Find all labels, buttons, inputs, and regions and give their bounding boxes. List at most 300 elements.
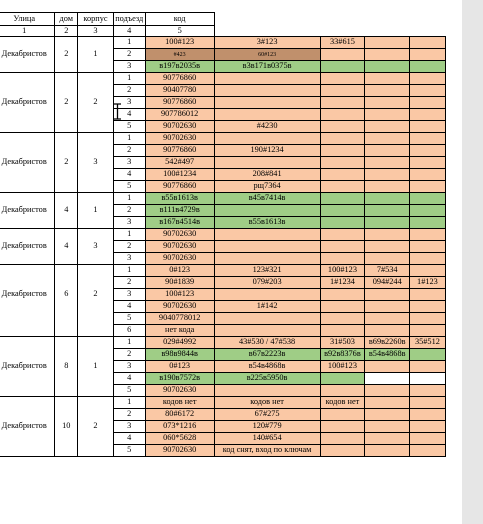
code-cell[interactable]: код снят, вход по ключам <box>214 445 320 457</box>
code-cell[interactable]: нет кода <box>145 325 214 337</box>
code-cell[interactable] <box>410 169 446 181</box>
house-cell[interactable] <box>55 193 78 205</box>
entrance-cell[interactable]: 4 <box>113 301 145 313</box>
code-cell[interactable]: в167в4514в <box>145 217 214 229</box>
korpus-cell[interactable] <box>78 253 114 265</box>
house-cell[interactable] <box>55 349 78 361</box>
code-cell[interactable]: рщ7364 <box>214 181 320 193</box>
entrance-cell[interactable]: 3 <box>113 61 145 73</box>
entrance-cell[interactable]: 2 <box>113 205 145 217</box>
house-cell[interactable] <box>55 373 78 385</box>
entrance-cell[interactable]: 3 <box>113 217 145 229</box>
korpus-cell[interactable] <box>78 349 114 361</box>
korpus-cell[interactable]: 3 <box>78 241 114 253</box>
entrance-cell[interactable]: 3 <box>113 97 145 109</box>
entrance-cell[interactable]: 1 <box>113 73 145 85</box>
korpus-cell[interactable]: 2 <box>78 289 114 301</box>
street-cell[interactable] <box>0 301 55 313</box>
code-cell[interactable] <box>365 109 410 121</box>
code-cell[interactable] <box>365 181 410 193</box>
code-cell[interactable] <box>320 145 365 157</box>
entrance-cell[interactable]: 5 <box>113 121 145 133</box>
entrance-cell[interactable]: 2 <box>113 85 145 97</box>
code-cell[interactable] <box>410 241 446 253</box>
code-cell[interactable] <box>365 37 410 49</box>
street-cell[interactable]: Декабристов <box>0 421 55 433</box>
code-cell[interactable]: 7#534 <box>365 265 410 277</box>
street-cell[interactable]: Декабристов <box>0 289 55 301</box>
house-cell[interactable] <box>55 433 78 445</box>
code-cell[interactable]: 079#203 <box>214 277 320 289</box>
house-cell[interactable] <box>55 409 78 421</box>
street-cell[interactable] <box>0 109 55 121</box>
code-cell[interactable] <box>410 37 446 49</box>
code-cell[interactable]: в54в4868в <box>365 349 410 361</box>
code-cell[interactable]: 208#841 <box>214 169 320 181</box>
code-cell[interactable] <box>214 205 320 217</box>
code-cell[interactable] <box>320 85 365 97</box>
code-cell[interactable]: 43#530 / 47#538 <box>214 337 320 349</box>
entrance-cell[interactable]: 3 <box>113 157 145 169</box>
code-cell[interactable] <box>214 85 320 97</box>
code-cell[interactable]: #423 <box>145 49 214 61</box>
house-cell[interactable] <box>55 337 78 349</box>
code-cell[interactable] <box>365 229 410 241</box>
korpus-cell[interactable]: 1 <box>78 361 114 373</box>
code-cell[interactable]: в55в1613в <box>214 217 320 229</box>
code-cell[interactable] <box>410 61 446 73</box>
korpus-cell[interactable] <box>78 181 114 193</box>
street-cell[interactable] <box>0 169 55 181</box>
code-cell[interactable] <box>214 313 320 325</box>
korpus-cell[interactable] <box>78 325 114 337</box>
street-cell[interactable] <box>0 433 55 445</box>
house-cell[interactable] <box>55 145 78 157</box>
code-cell[interactable] <box>410 229 446 241</box>
code-cell[interactable]: в45в7414в <box>214 193 320 205</box>
korpus-cell[interactable]: 1 <box>78 205 114 217</box>
entrance-cell[interactable]: 2 <box>113 277 145 289</box>
code-cell[interactable]: 094#244 <box>365 277 410 289</box>
code-cell[interactable] <box>320 121 365 133</box>
code-cell[interactable] <box>365 61 410 73</box>
entrance-cell[interactable]: 2 <box>113 49 145 61</box>
code-cell[interactable]: в55в1613в <box>145 193 214 205</box>
street-cell[interactable] <box>0 193 55 205</box>
house-cell[interactable] <box>55 217 78 229</box>
code-cell[interactable] <box>365 421 410 433</box>
korpus-cell[interactable] <box>78 337 114 349</box>
code-cell[interactable] <box>365 145 410 157</box>
korpus-cell[interactable] <box>78 373 114 385</box>
house-cell[interactable]: 6 <box>55 289 78 301</box>
code-cell[interactable]: 073*1216 <box>145 421 214 433</box>
code-cell[interactable] <box>365 397 410 409</box>
code-cell[interactable] <box>410 361 446 373</box>
code-cell[interactable]: 60#123 <box>214 49 320 61</box>
code-cell[interactable] <box>410 301 446 313</box>
house-cell[interactable] <box>55 313 78 325</box>
code-cell[interactable]: 100#123 <box>145 37 214 49</box>
korpus-cell[interactable] <box>78 217 114 229</box>
street-cell[interactable] <box>0 373 55 385</box>
entrance-cell[interactable]: 5 <box>113 385 145 397</box>
entrance-cell[interactable]: 3 <box>113 361 145 373</box>
code-cell[interactable] <box>365 241 410 253</box>
street-cell[interactable] <box>0 217 55 229</box>
code-cell[interactable] <box>410 85 446 97</box>
street-cell[interactable] <box>0 277 55 289</box>
entrance-cell[interactable]: 5 <box>113 181 145 193</box>
street-cell[interactable] <box>0 145 55 157</box>
code-cell[interactable] <box>410 397 446 409</box>
house-cell[interactable] <box>55 85 78 97</box>
code-cell[interactable] <box>365 385 410 397</box>
entrance-cell[interactable]: 2 <box>113 145 145 157</box>
entrance-cell[interactable]: 1 <box>113 397 145 409</box>
entrance-cell[interactable]: 1 <box>113 193 145 205</box>
code-cell[interactable]: 31#503 <box>320 337 365 349</box>
house-cell[interactable]: 2 <box>55 97 78 109</box>
street-cell[interactable] <box>0 133 55 145</box>
street-cell[interactable] <box>0 409 55 421</box>
code-cell[interactable] <box>410 265 446 277</box>
code-cell[interactable] <box>214 97 320 109</box>
code-cell[interactable]: в69в2260в <box>365 337 410 349</box>
street-cell[interactable] <box>0 85 55 97</box>
street-cell[interactable] <box>0 73 55 85</box>
street-cell[interactable] <box>0 349 55 361</box>
code-cell[interactable]: 35#512 <box>410 337 446 349</box>
code-cell[interactable] <box>320 169 365 181</box>
code-cell[interactable] <box>410 253 446 265</box>
code-cell[interactable] <box>410 205 446 217</box>
code-cell[interactable]: 100#123 <box>320 265 365 277</box>
code-cell[interactable]: 90776860 <box>145 145 214 157</box>
code-cell[interactable]: 100#123 <box>145 289 214 301</box>
code-cell[interactable]: 90#1839 <box>145 277 214 289</box>
scrollbar-track[interactable] <box>462 0 483 524</box>
code-cell[interactable]: в111в4729в <box>145 205 214 217</box>
code-cell[interactable]: 90407780 <box>145 85 214 97</box>
code-cell[interactable] <box>320 157 365 169</box>
code-cell[interactable]: кодов нет <box>320 397 365 409</box>
code-cell[interactable]: 90776860 <box>145 73 214 85</box>
code-cell[interactable] <box>214 253 320 265</box>
code-cell[interactable] <box>410 133 446 145</box>
korpus-cell[interactable] <box>78 397 114 409</box>
code-cell[interactable] <box>410 181 446 193</box>
entrance-cell[interactable]: 3 <box>113 253 145 265</box>
street-cell[interactable]: Декабристов <box>0 49 55 61</box>
entrance-cell[interactable]: 2 <box>113 349 145 361</box>
code-cell[interactable]: 90702630 <box>145 253 214 265</box>
street-cell[interactable] <box>0 61 55 73</box>
code-cell[interactable] <box>410 109 446 121</box>
code-cell[interactable]: 90702630 <box>145 229 214 241</box>
code-cell[interactable] <box>365 325 410 337</box>
code-cell[interactable] <box>410 97 446 109</box>
street-cell[interactable]: Декабристов <box>0 97 55 109</box>
column-number[interactable]: 3 <box>78 26 114 37</box>
code-cell[interactable]: в197в2035в <box>145 61 214 73</box>
code-cell[interactable] <box>214 385 320 397</box>
entrance-cell[interactable]: 3 <box>113 421 145 433</box>
code-cell[interactable]: 90702630 <box>145 385 214 397</box>
code-cell[interactable] <box>320 325 365 337</box>
code-cell[interactable]: 90702630 <box>145 241 214 253</box>
code-cell[interactable] <box>365 409 410 421</box>
street-cell[interactable] <box>0 397 55 409</box>
house-cell[interactable] <box>55 385 78 397</box>
street-cell[interactable] <box>0 37 55 49</box>
entrance-cell[interactable]: 2 <box>113 241 145 253</box>
code-cell[interactable] <box>320 289 365 301</box>
house-cell[interactable] <box>55 181 78 193</box>
house-cell[interactable]: 2 <box>55 49 78 61</box>
house-cell[interactable]: 10 <box>55 421 78 433</box>
code-cell[interactable] <box>320 253 365 265</box>
korpus-cell[interactable] <box>78 385 114 397</box>
code-cell[interactable] <box>365 133 410 145</box>
code-cell[interactable]: 90702630 <box>145 445 214 457</box>
code-cell[interactable]: 542#497 <box>145 157 214 169</box>
korpus-cell[interactable] <box>78 229 114 241</box>
korpus-cell[interactable] <box>78 145 114 157</box>
code-cell[interactable]: 67#275 <box>214 409 320 421</box>
korpus-cell[interactable] <box>78 37 114 49</box>
house-cell[interactable] <box>55 169 78 181</box>
korpus-cell[interactable] <box>78 61 114 73</box>
code-cell[interactable] <box>320 205 365 217</box>
korpus-cell[interactable]: 2 <box>78 421 114 433</box>
street-cell[interactable] <box>0 229 55 241</box>
code-cell[interactable] <box>214 289 320 301</box>
entrance-cell[interactable]: 2 <box>113 409 145 421</box>
code-cell[interactable] <box>365 445 410 457</box>
code-cell[interactable] <box>365 157 410 169</box>
house-cell[interactable] <box>55 37 78 49</box>
code-cell[interactable] <box>410 289 446 301</box>
korpus-cell[interactable] <box>78 109 114 121</box>
code-cell[interactable] <box>365 193 410 205</box>
code-cell[interactable] <box>410 433 446 445</box>
code-cell[interactable]: в190в7572в <box>145 373 214 385</box>
code-cell[interactable]: 140#654 <box>214 433 320 445</box>
entrance-cell[interactable]: 1 <box>113 229 145 241</box>
code-cell[interactable]: 029#4992 <box>145 337 214 349</box>
code-cell[interactable]: 120#779 <box>214 421 320 433</box>
street-cell[interactable] <box>0 325 55 337</box>
code-cell[interactable]: 0#123 <box>145 265 214 277</box>
column-number[interactable]: 1 <box>0 26 55 37</box>
street-cell[interactable] <box>0 445 55 457</box>
code-cell[interactable] <box>410 49 446 61</box>
entrance-cell[interactable]: 4 <box>113 373 145 385</box>
korpus-cell[interactable] <box>78 133 114 145</box>
code-cell[interactable]: 907786012 <box>145 109 214 121</box>
code-cell[interactable] <box>365 361 410 373</box>
entrance-cell[interactable]: 3 <box>113 289 145 301</box>
code-cell[interactable] <box>365 49 410 61</box>
house-cell[interactable] <box>55 121 78 133</box>
code-cell[interactable] <box>320 193 365 205</box>
code-cell[interactable] <box>320 217 365 229</box>
korpus-cell[interactable] <box>78 193 114 205</box>
street-cell[interactable] <box>0 253 55 265</box>
house-cell[interactable] <box>55 265 78 277</box>
korpus-cell[interactable]: 1 <box>78 49 114 61</box>
house-cell[interactable]: 8 <box>55 361 78 373</box>
korpus-cell[interactable] <box>78 85 114 97</box>
code-cell[interactable]: 90776860 <box>145 181 214 193</box>
code-cell[interactable] <box>365 169 410 181</box>
code-cell[interactable] <box>320 241 365 253</box>
header-house[interactable]: дом <box>55 13 78 26</box>
code-cell[interactable] <box>320 49 365 61</box>
korpus-cell[interactable] <box>78 265 114 277</box>
header-street[interactable]: Улица <box>0 13 55 26</box>
entrance-cell[interactable]: 1 <box>113 265 145 277</box>
street-cell[interactable]: Декабристов <box>0 241 55 253</box>
code-cell[interactable]: 33#615 <box>320 37 365 49</box>
street-cell[interactable] <box>0 181 55 193</box>
house-cell[interactable]: 2 <box>55 157 78 169</box>
code-cell[interactable] <box>320 409 365 421</box>
code-cell[interactable] <box>365 433 410 445</box>
code-cell[interactable] <box>365 289 410 301</box>
street-cell[interactable]: Декабристов <box>0 157 55 169</box>
entrance-cell[interactable]: 1 <box>113 37 145 49</box>
code-cell[interactable]: 060*5628 <box>145 433 214 445</box>
code-cell[interactable]: в3в171в0375в <box>214 61 320 73</box>
code-cell[interactable]: 80#6172 <box>145 409 214 421</box>
code-cell[interactable] <box>410 217 446 229</box>
code-cell[interactable]: 0#123 <box>145 361 214 373</box>
code-cell[interactable] <box>410 349 446 361</box>
code-cell[interactable] <box>320 61 365 73</box>
code-cell[interactable] <box>410 385 446 397</box>
house-cell[interactable] <box>55 277 78 289</box>
code-cell[interactable] <box>365 73 410 85</box>
code-cell[interactable]: кодов нет <box>145 397 214 409</box>
code-cell[interactable] <box>320 373 365 385</box>
street-cell[interactable]: Декабристов <box>0 205 55 217</box>
code-cell[interactable]: в54в4868в <box>214 361 320 373</box>
code-cell[interactable] <box>320 313 365 325</box>
code-cell[interactable] <box>214 325 320 337</box>
code-cell[interactable] <box>214 229 320 241</box>
header-korpus[interactable]: корпус <box>78 13 114 26</box>
code-cell[interactable] <box>214 73 320 85</box>
code-cell[interactable] <box>365 301 410 313</box>
entrance-cell[interactable]: 6 <box>113 325 145 337</box>
code-cell[interactable]: 100#123 <box>320 361 365 373</box>
code-cell[interactable]: 90702630 <box>145 121 214 133</box>
code-cell[interactable]: в92в8376в <box>320 349 365 361</box>
korpus-cell[interactable] <box>78 169 114 181</box>
house-cell[interactable]: 4 <box>55 205 78 217</box>
code-cell[interactable] <box>410 421 446 433</box>
code-cell[interactable]: 190#1234 <box>214 145 320 157</box>
column-number[interactable]: 2 <box>55 26 78 37</box>
code-cell[interactable]: 1#142 <box>214 301 320 313</box>
korpus-cell[interactable] <box>78 313 114 325</box>
code-cell[interactable]: 3#123 <box>214 37 320 49</box>
house-cell[interactable] <box>55 61 78 73</box>
code-cell[interactable] <box>320 73 365 85</box>
house-cell[interactable] <box>55 325 78 337</box>
house-cell[interactable] <box>55 445 78 457</box>
code-cell[interactable] <box>410 445 446 457</box>
house-cell[interactable]: 4 <box>55 241 78 253</box>
header-entrance[interactable]: подъезд <box>113 13 145 26</box>
code-cell[interactable]: в98в9844в <box>145 349 214 361</box>
column-number[interactable]: 5 <box>145 26 214 37</box>
street-cell[interactable] <box>0 337 55 349</box>
house-cell[interactable] <box>55 397 78 409</box>
entrance-cell[interactable]: 4 <box>113 169 145 181</box>
code-cell[interactable] <box>365 253 410 265</box>
code-cell[interactable]: 1#1234 <box>320 277 365 289</box>
code-cell[interactable] <box>214 241 320 253</box>
korpus-cell[interactable] <box>78 73 114 85</box>
code-cell[interactable]: 100#1234 <box>145 169 214 181</box>
code-cell[interactable] <box>320 133 365 145</box>
code-cell[interactable]: в225в5950в <box>214 373 320 385</box>
korpus-cell[interactable] <box>78 409 114 421</box>
code-cell[interactable]: 90776860 <box>145 97 214 109</box>
code-cell[interactable] <box>320 385 365 397</box>
code-cell[interactable]: кодов нет <box>214 397 320 409</box>
code-cell[interactable] <box>365 97 410 109</box>
code-cell[interactable] <box>410 73 446 85</box>
code-cell[interactable] <box>410 313 446 325</box>
entrance-cell[interactable]: 5 <box>113 445 145 457</box>
code-cell[interactable] <box>365 373 410 385</box>
street-cell[interactable] <box>0 121 55 133</box>
code-cell[interactable] <box>214 157 320 169</box>
code-cell[interactable] <box>320 181 365 193</box>
code-cell[interactable] <box>365 205 410 217</box>
korpus-cell[interactable] <box>78 433 114 445</box>
code-cell[interactable]: 9040778012 <box>145 313 214 325</box>
code-cell[interactable] <box>410 145 446 157</box>
street-cell[interactable] <box>0 313 55 325</box>
entrance-cell[interactable]: 1 <box>113 337 145 349</box>
code-cell[interactable]: в67в2223в <box>214 349 320 361</box>
code-cell[interactable] <box>365 121 410 133</box>
code-cell[interactable] <box>410 193 446 205</box>
entrance-cell[interactable]: 4 <box>113 433 145 445</box>
code-cell[interactable] <box>410 373 446 385</box>
korpus-cell[interactable]: 2 <box>78 97 114 109</box>
code-cell[interactable] <box>410 121 446 133</box>
code-cell[interactable] <box>214 109 320 121</box>
code-cell[interactable] <box>214 133 320 145</box>
code-cell[interactable] <box>410 157 446 169</box>
house-cell[interactable] <box>55 253 78 265</box>
korpus-cell[interactable] <box>78 301 114 313</box>
code-cell[interactable] <box>410 409 446 421</box>
entrance-cell[interactable]: 1 <box>113 133 145 145</box>
code-cell[interactable] <box>320 109 365 121</box>
house-cell[interactable] <box>55 229 78 241</box>
code-cell[interactable] <box>320 445 365 457</box>
korpus-cell[interactable] <box>78 277 114 289</box>
entrance-cell[interactable]: 4 <box>113 109 145 121</box>
code-cell[interactable] <box>365 313 410 325</box>
